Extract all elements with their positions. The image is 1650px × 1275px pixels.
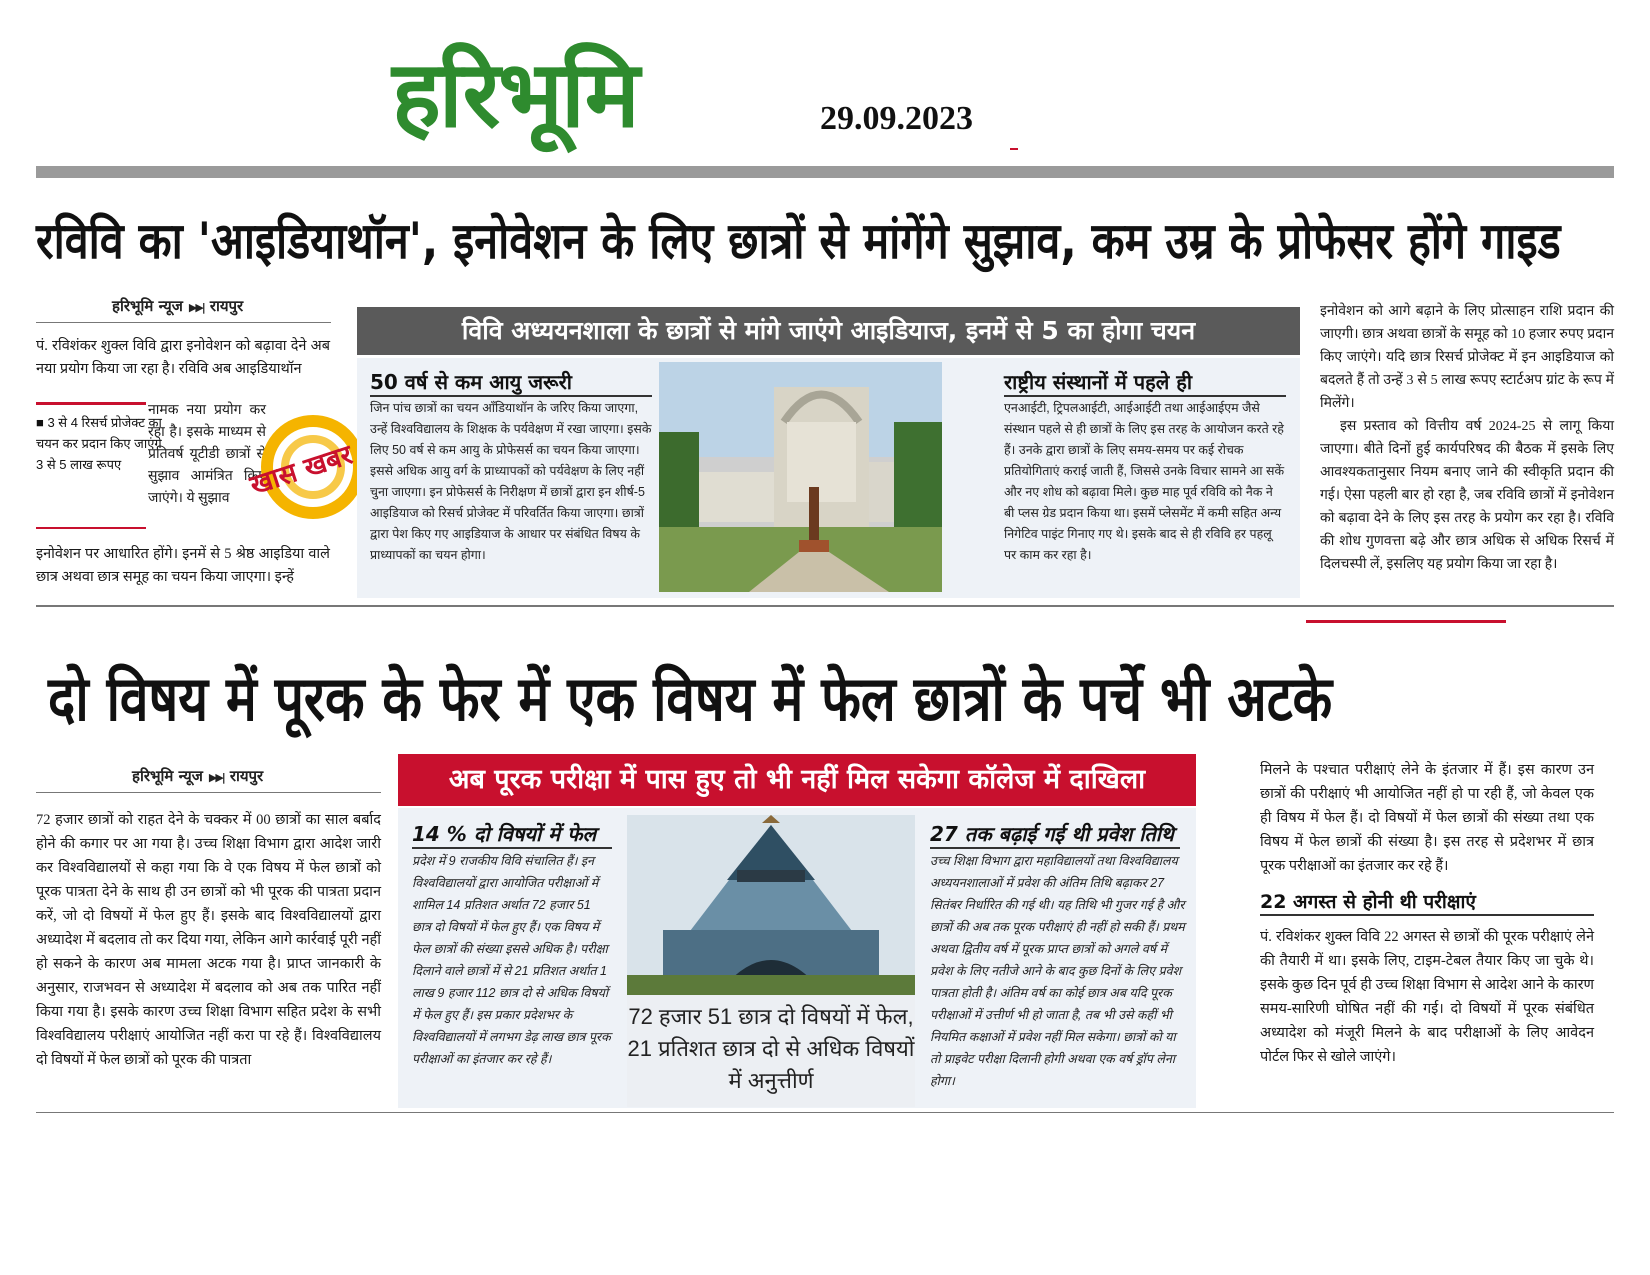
small-red-mark (1010, 148, 1018, 150)
story2-sub1-text: प्रदेश में 9 राजकीय विवि संचालित हैं। इन विश्वविद्यालयों द्वारा आयोजित परीक्षाओं में शामिल 14 प्रतिशत अर्थात 72 हजार 51 छात्र दो विषयों में फेल हुए हैं। एक विषय में फेल छात्रों की संख्या इससे अधिक है। परीक्षा दिलाने वाले छात्रों में से 21 प्रतिशत अर्थात 1 लाख 9 हजार 112 छात्र दो से अधिक विषयों में फेल हुए हैं। इस प्रकार प्रदेशभर के विश्वविद्यालयों में लगभग डेढ़ लाख छात्र पूरक परीक्षाओं का इंतजार कर रहे हैं। (412, 854, 611, 1066)
story1-headline: रविवि का 'आइडियाथॉन', इनोवेशन के लिए छात्रों से मांगेंगे सुझाव, कम उम्र के प्रोफेसर होंगे गाइड (36, 212, 1561, 270)
story1-sub1-title: 50 वर्ष से कम आयु जरूरी (370, 368, 652, 397)
byline-source: हरिभूमि न्यूज (132, 767, 203, 785)
byline-place: रायपुर (229, 767, 264, 785)
story2-sub1-title: 14 % दो विषयों में फेल (412, 820, 612, 849)
byline-source: हरिभूमि न्यूज (112, 297, 183, 315)
story2-sub2-text: उच्च शिक्षा विभाग द्वारा महाविद्यालयों तथा विश्वविद्यालय अध्ययनशालाओं में प्रवेश की अंतिम तिथि बढ़ाकर 27 सितंबर निर्धारित की गई थी। यह तिथि भी गुजर गई है और छात्रों की अब तक पूरक परीक्षाएं ही नहीं हो सकी हैं। प्रथम अथवा द्वितीय वर्ष में पूरक प्राप्त छात्रों को अगले वर्ष में प्रवेश के लिए नतीजे आने के बाद कुछ दिनों के लिए प्रवेश पात्रता होती है। अंतिम वर्ष का कोई छात्र अब यदि पूरक परीक्षाओं में उत्तीर्ण भी हो जाता है, तब भी उसे कहीं भी नियमित कक्षाओं में प्रवेश नहीं मिल सकेगा। छात्रों को या तो प्राइवेट परीक्षा दिलानी होगी अथवा एक वर्ष ड्रॉप लेना होगा। (930, 854, 1185, 1088)
university-building-image (659, 362, 942, 592)
story2-sub3-text: पं. रविशंकर शुक्ल विवि 22 अगस्त से छात्रों की पूरक परीक्षाएं लेने की तैयारी में था। इसके लिए, टाइम-टेबल तैयार किए जा चुके थे। इसके कुछ दिन पूर्व ही उच्च शिक्षा विभाग से आदेश आने के कारण समय-सारिणी घोषित नहीं की गई। दो विषयों में पूरक संबंधित अध्यादेश को मंजूरी मिलने के बाद परीक्षाओं के लिए आवेदन पोर्टल फिर से खोले जाएंगे। (1260, 929, 1594, 1065)
side-box-text: 3 से 4 रिसर्च प्रोजेक्ट का चयन कर प्रदान किए जाएंगे 3 से 5 लाख रूपए (36, 415, 162, 472)
story1-side-box (36, 412, 164, 475)
story2-right-col: मिलने के पश्चात परीक्षाएं लेने के इंतजार में हैं। इस कारण उन छात्रों की परीक्षाएं भी आयोजित नहीं हो पा रही हैं, जो केवल एक ही विषय में फेल हैं। दो विषयों में फेल छात्रों की संख्या तथा एक विषय में फेल छात्रों की संख्या है। इस तरह से प्रदेशभर में छात्र पूरक परीक्षाओं का इंतजार कर रहे हैं। (1260, 762, 1594, 874)
story1-strap-band: विवि अध्ययनशाला के छात्रों से मांगे जाएंगे आइडियाज, इनमें से 5 का होगा चयन (357, 307, 1300, 355)
story1-byline-rule (36, 322, 331, 323)
story2-strap-band: अब पूरक परीक्षा में पास हुए तो भी नहीं मिल सकेगा कॉलेज में दाखिला (398, 754, 1196, 806)
story1-lead-bottom: इनोवेशन पर आधारित होंगे। इनमें से 5 श्रेष्ठ आइडिया वाले छात्र अथवा छात्र समूह का चयन किया जाएगा। इन्हें (36, 546, 330, 585)
university-building-photo (659, 362, 942, 592)
sidebox-red-rule-bottom (36, 527, 146, 529)
story1-right-col (1320, 300, 1614, 576)
story-separator (36, 605, 1614, 607)
story1-sub2-text: एनआईटी, ट्रिपलआईटी, आईआईटी तथा आईआईएम जैसे संस्थान पहले से ही छात्रों के लिए इस तरह के आयोजन करते रहे हैं। उनके द्वारा छात्रों के लिए समय-समय पर कई रोचक प्रतियोगिताएं कराई जाती हैं, जिससे उनके विचार सामने आ सकें और नए शोध को बढ़ावा मिले। कुछ माह पूर्व रविवि को नैक ने बी प्लस ग्रेड प्रदान किया था। इसमें प्लेसमेंट में कमी सहित अन्य निगेटिव पाइंट गिनाए गए थे। इसके बाद से ही रविवि हर पहलू पर काम कर रहा है। (1004, 401, 1285, 562)
separator-red-accent (1306, 620, 1506, 623)
gateway-arch-photo (627, 815, 915, 995)
story2-left-col: 72 हजार छात्रों को राहत देने के चक्कर में 00 छात्रों का साल बर्बाद होने की कगार पर आ गया है। उच्च शिक्षा विभाग द्वारा आदेश जारी कर विश्वविद्यालयों से कहा गया कि वे एक विषय में फेल छात्रों को पूरक पात्रता देने के साथ ही उन छात्रों को भी पूरक की पात्रता प्रदान करें, जो दो विषयों में फेल हुए हैं। इसके बाद विश्वविद्यालयों द्वारा अध्यादेश में बदलाव तो कर दिया गया, लेकिन आगे कार्रवाई पूरी नहीं हो सकने के कारण अब मामला अटक गया है। प्राप्त जानकारी के अनुसार, राजभवन से अध्यादेश में बदलाव को अब तक पारित नहीं किया गया है। इसके कारण उच्च शिक्षा विभाग सहित प्रदेश के सभी विश्वविद्यालय परीक्षाएं आयोजित नहीं करा पा रहे हैं। विश्वविद्यालय दो विषयों में फेल छात्रों को पूरक की पात्रता (36, 812, 381, 1068)
gateway-arch-image (627, 815, 915, 995)
byline-arrow-icon: ▶▶| (188, 301, 204, 314)
byline-place: रायपुर (209, 297, 244, 315)
story1-right-para1: इनोवेशन को आगे बढ़ाने के लिए प्रोत्साहन राशि प्रदान की जाएगी। छात्र अथवा छात्रों के समूह को 10 हजार रुपए प्रदान किए जाएंगे। यदि छात्र रिसर्च प्रोजेक्ट में इन आइडियाज को बदलते हैं तो उन्हें 3 से 5 लाख रूपए स्टार्टअप ग्रांट के रूप में मिलेंगे। (1320, 304, 1614, 411)
newspaper-logo (392, 40, 792, 150)
story1-lead-intro: पं. रविशंकर शुक्ल विवि द्वारा इनोवेशन को बढ़ावा देने अब नया प्रयोग किया जा रहा है। रविवि अब आइडियाथॉन (36, 338, 330, 377)
issue-date: 29.09.2023 (820, 100, 973, 137)
story2-sub2-title: 27 तक बढ़ाई गई थी प्रवेश तिथि (930, 820, 1180, 849)
page-bottom-rule (36, 1112, 1614, 1113)
story2-sub3-title: 22 अगस्त से होनी थी परीक्षाएं (1260, 888, 1594, 916)
masthead-rule (36, 166, 1614, 178)
logo-text: हरिभूमि (392, 41, 638, 148)
story1-lead-right: नामक नया प्रयोग कर रहा है। इसके माध्यम से प्रतिवर्ष यूटीडी छात्रों से सुझाव आमंत्रित किए जाएंगे। ये सुझाव (148, 403, 266, 506)
story1-right-para2: इस प्रस्ताव को वित्तीय वर्ष 2024-25 से लागू किया जाएगा। बीते दिनों हुई कार्यपरिषद की बैठक में इसके लिए आवश्यकतानुसार नियम बनाए जाने की स्वीकृति प्रदान की गई। ऐसा पहली बार हो रहा है, जब रविवि छात्रों में इनोवेशन को बढ़ावा देने के लिए इस तरह के प्रयोग कर रहा है। रविवि की शोध गुणवत्ता बढ़े और छात्र अधिक से अधिक रिसर्च में दिलचस्पी लें, इसलिए यह प्रयोग किया जा रहा है। (1320, 419, 1614, 572)
sidebox-red-rule (36, 402, 146, 405)
story1-byline (112, 296, 243, 316)
byline-arrow-icon: ▶▶| (208, 771, 224, 784)
khas-khabar-label: खास खबर (246, 439, 357, 502)
story2-byline (132, 766, 263, 786)
story1-sub2-title: राष्ट्रीय संस्थानों में पहले ही (1004, 368, 1286, 397)
story1-sub1-text: जिन पांच छात्रों का चयन आँडियाथॉन के जरिए किया जाएगा, उन्हें विश्वविद्यालय के शिक्षक के पर्यवेक्षण में रखा जाएगा। इसके लिए 50 वर्ष से कम आयु के प्रोफेसर्स का चयन किया जाएगा। इससे अधिक आयु वर्ग के प्राध्यापकों को पर्यवेक्षण के लिए नहीं चुना जाएगा। इन प्रोफेसर्स के निरीक्षण में छात्रों द्वारा इन शीर्ष-5 आइडियाज को रिसर्च प्रोजेक्ट में परिवर्तित किया जाएगा। छात्रों द्वारा पेश किए गए आइडियाज के आधार पर संबंधित विषय के प्राध्यापकों का चयन होगा। (370, 401, 652, 562)
story2-byline-rule (36, 792, 381, 793)
bullet-icon: ■ (36, 415, 48, 430)
story2-headline: दो विषय में पूरक के फेर में एक विषय में फेल छात्रों के पर्चे भी अटके (48, 662, 1333, 735)
photo-caption: 72 हजार 51 छात्र दो विषयों में फेल, 21 प्रतिशत छात्र दो से अधिक विषयों में अनुत्तीर्ण (627, 995, 915, 1107)
